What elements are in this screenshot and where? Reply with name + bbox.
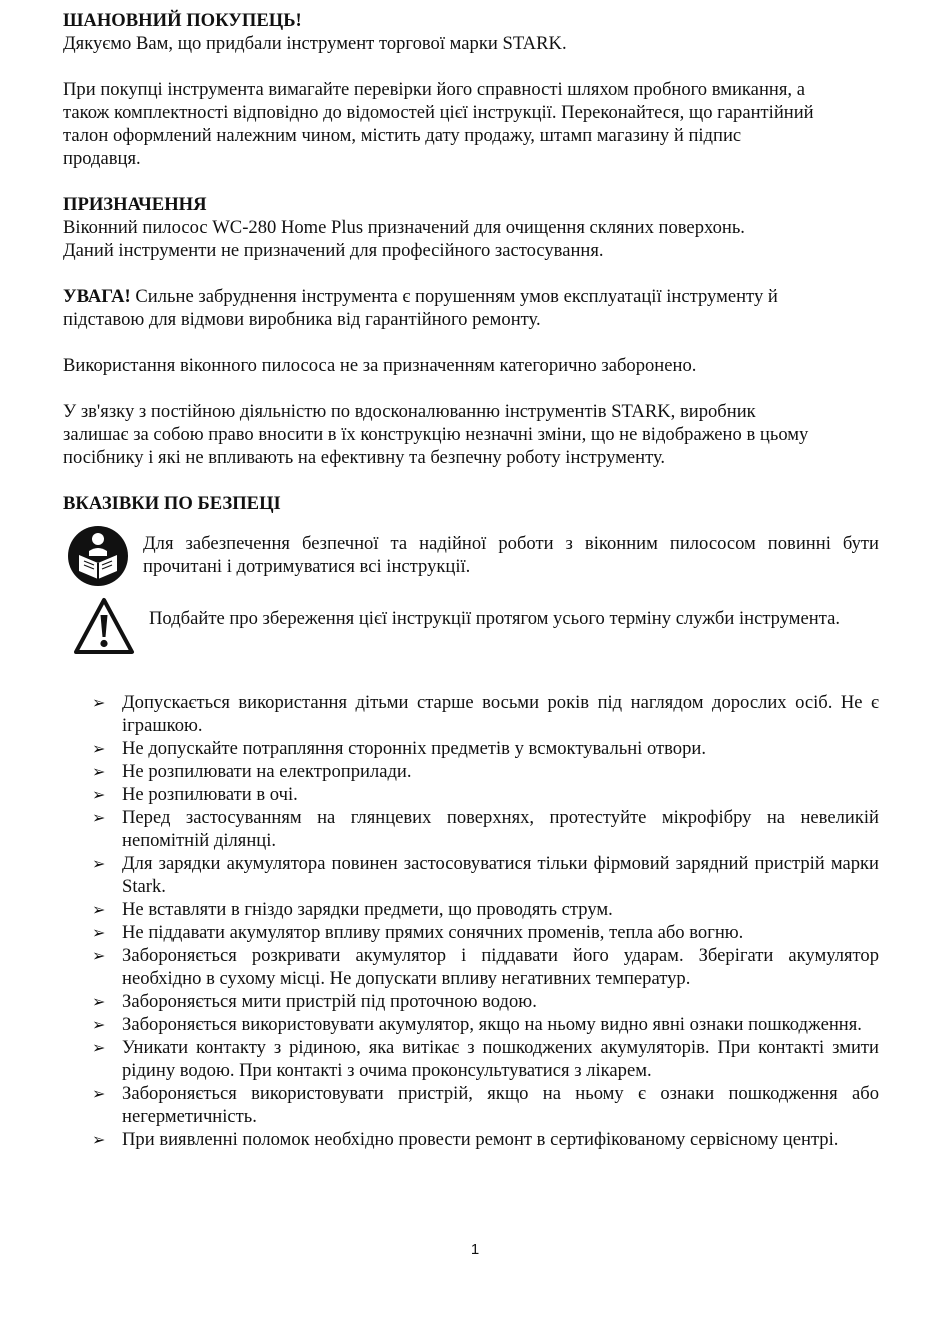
safety-title: ВКАЗІВКИ ПО БЕЗПЕЦІ [63, 493, 281, 514]
warning-paragraph [63, 285, 879, 331]
list-item: ➢ Забороняється мити пристрій під проточною водою. [92, 991, 537, 1012]
modifications-line: посібнику і які не впливають на ефективну та безпечну роботу інструменту. [63, 447, 666, 468]
arrow-bullet-icon: ➢ [92, 1015, 106, 1034]
misuse-notice: Використання віконного пилососа не за призначенням категорично заборонено. [63, 355, 697, 376]
list-item: ➢ Не піддавати акумулятор впливу прямих сонячних променів, тепла або вогню. [92, 922, 744, 943]
warning-label: УВАГА! [63, 286, 131, 307]
list-item: ➢ Не розпилювати в очі. [92, 784, 298, 805]
warning-second-line: підставою для відмови виробника від гарантійного ремонту. [63, 309, 541, 330]
list-item: ➢ Перед застосуванням на глянцевих поверхнях, протестуйте мікрофібру на невеликій непомітній ділянці. [92, 807, 879, 851]
list-item: ➢ При виявленні поломок необхідно провести ремонт в сертифікованому сервісному центрі. [92, 1129, 839, 1150]
purpose-title: ПРИЗНАЧЕННЯ [63, 194, 207, 215]
modifications-line: У зв'язку з постійною діяльністю по вдосконалюванню інструментів STARK, виробник [63, 401, 756, 422]
arrow-bullet-icon: ➢ [92, 693, 106, 712]
modifications-paragraph [63, 400, 879, 469]
greeting-thanks: Дякуємо Вам, що придбали інструмент торгової марки STARK. [63, 33, 567, 54]
list-item: ➢ Для зарядки акумулятора повинен застосовуватися тільки фірмовий зарядний пристрій марки Stark. [92, 853, 879, 897]
list-item: ➢ Уникати контакту з рідиною, яка витікає з пошкоджених акумуляторів. При контакті змити рідину водою. При контакті з очима проконсультуватися з лікарем. [92, 1037, 879, 1081]
purchase-check-line: талон оформлений належним чином, містить дату продажу, штамп магазину й підпис [63, 125, 742, 146]
safety-rules-list [63, 691, 879, 1151]
arrow-bullet-icon: ➢ [92, 1130, 106, 1149]
greeting-title: ШАНОВНИЙ ПОКУПЕЦЬ! [63, 10, 302, 31]
keep-instructions-notice [63, 607, 879, 669]
purpose-line: Віконний пилосос WC-280 Home Plus призначений для очищення скляних поверхонь. [63, 217, 745, 238]
warning-text: Сильне забруднення інструмента є порушенням умов експлуатації інструменту й [130, 286, 778, 307]
list-item: ➢ Допускається використання дітьми старше восьми років під наглядом дорослих осіб. Не є іграшкою. [92, 692, 879, 736]
warning-triangle-icon [63, 607, 149, 669]
warning-first-line [63, 285, 879, 308]
purchase-check-line: також комплектності відповідно до відомостей цієї інструкції. Переконайтеся, що гарантійний [63, 102, 814, 123]
purpose-line: Даний інструменти не призначений для професійного застосування. [63, 240, 604, 261]
arrow-bullet-icon: ➢ [92, 1038, 106, 1057]
purchase-check-line: При покупці інструмента вимагайте перевірки його справності шляхом пробного вмикання, а [63, 79, 805, 100]
list-item: ➢ Не розпилювати на електроприлади. [92, 761, 412, 782]
list-item: ➢ Не допускайте потрапляння сторонніх предметів у всмоктувальні отвори. [92, 738, 706, 759]
list-item: ➢ Забороняється розкривати акумулятор і піддавати його ударам. Зберігати акумулятор необхідно в сухому місці. Не допускати впливу негативних температур. [92, 945, 879, 989]
arrow-bullet-icon: ➢ [92, 808, 106, 827]
purchase-check-line: продавця. [63, 148, 141, 169]
arrow-bullet-icon: ➢ [92, 1084, 106, 1103]
read-instructions-notice [63, 529, 879, 581]
read-manual-icon [63, 529, 143, 581]
arrow-bullet-icon: ➢ [92, 785, 106, 804]
arrow-bullet-icon: ➢ [92, 854, 106, 873]
arrow-bullet-icon: ➢ [92, 739, 106, 758]
arrow-bullet-icon: ➢ [92, 923, 106, 942]
keep-instructions-text: Подбайте про збереження цієї інструкції протягом усього терміну служби інструмента. [149, 608, 840, 629]
list-item: ➢ Забороняється використовувати пристрій, якщо на ньому є ознаки пошкодження або негерметичність. [92, 1083, 879, 1127]
read-instructions-text: Для забезпечення безпечної та надійної роботи з віконним пилососом повинні бути прочитані і дотримуватися всі інструкції. [143, 533, 879, 577]
arrow-bullet-icon: ➢ [92, 946, 106, 965]
arrow-bullet-icon: ➢ [92, 762, 106, 781]
arrow-bullet-icon: ➢ [92, 992, 106, 1011]
arrow-bullet-icon: ➢ [92, 900, 106, 919]
page-number: 1 [470, 1241, 480, 1258]
purchase-check-paragraph [63, 78, 879, 170]
manual-page [63, 9, 879, 1151]
modifications-line: залишає за собою право вносити в їх конструкцію незначні зміни, що не відображено в цьому [63, 424, 809, 445]
list-item: ➢ Не вставляти в гніздо зарядки предмети, що проводять струм. [92, 899, 613, 920]
list-item: ➢ Забороняється використовувати акумулятор, якщо на ньому видно явні ознаки пошкодження. [92, 1014, 862, 1035]
